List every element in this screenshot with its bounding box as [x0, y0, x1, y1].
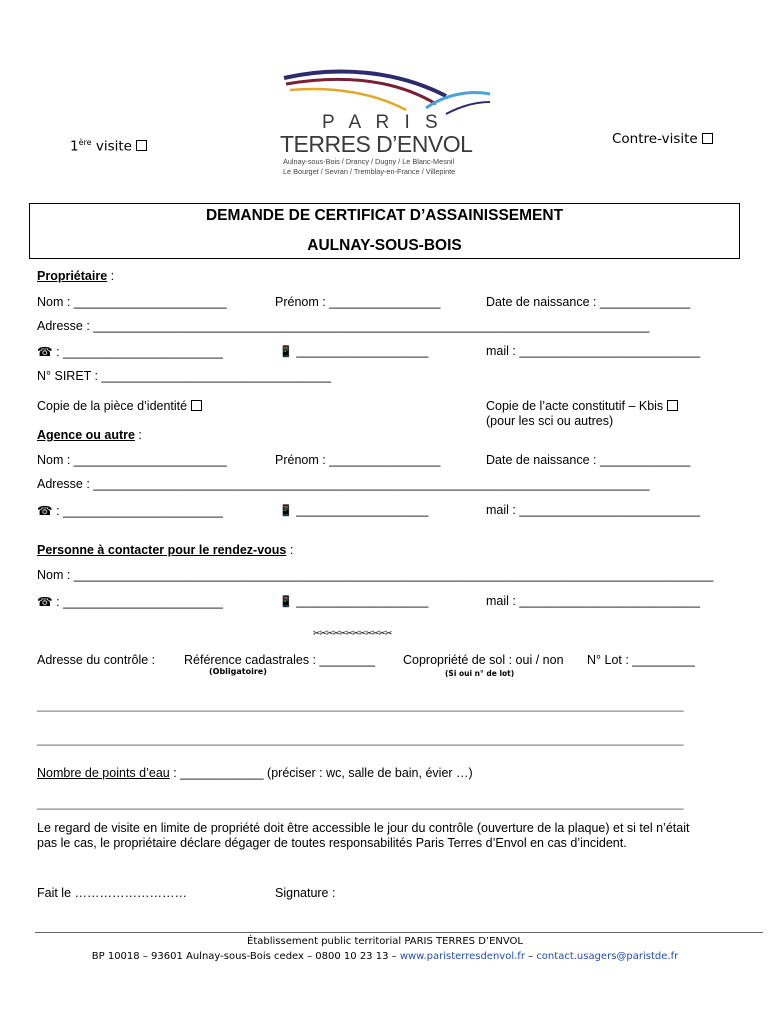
owner-phone-field[interactable]: ☎ : _______________________ — [37, 345, 223, 359]
first-visit-label: 1ère visite — [70, 138, 147, 155]
counter-visit-label: Contre-visite — [612, 131, 713, 147]
owner-mobile-field[interactable]: 📱 ___________________ — [279, 344, 429, 358]
contact-mobile-field[interactable]: 📱 ___________________ — [279, 594, 429, 608]
owner-kbis-note: (pour les sci ou autres) — [486, 414, 614, 428]
owner-prenom-field[interactable]: Prénom : ________________ — [275, 295, 441, 309]
counter-visit-checkbox[interactable] — [702, 133, 713, 144]
owner-address-field[interactable]: Adresse : ________________________________________________________________________________ — [37, 319, 650, 333]
owner-kbis: Copie de l’acte constitutif – Kbis — [486, 399, 678, 413]
title-box — [29, 203, 740, 259]
agency-mail-field[interactable]: mail : __________________________ — [486, 503, 701, 517]
agency-mobile-field[interactable]: 📱 ___________________ — [279, 503, 429, 517]
logo-terres-denvol: TERRES D’ENVOL — [280, 131, 473, 157]
control-address-line-2[interactable]: _____________________________________________________________________________________________ — [37, 732, 684, 746]
title-line-1: DEMANDE DE CERTIFICAT D’ASSAINISSEMENT — [205, 207, 564, 224]
mobile-phone-icon: 📱 — [279, 596, 293, 608]
mobile-phone-icon: 📱 — [279, 346, 293, 358]
contact-phone-field[interactable]: ☎ : _______________________ — [37, 595, 223, 609]
footer-line-2: BP 10018 – 93601 Aulnay-sous-Bois cedex – 0800 10 23 13 – www.paristerresdenvol.fr – contact.usagers@paristde.fr — [91, 951, 679, 962]
notice-line-1: Le regard de visite en limite de propriété doit être accessible le jour du contrôle (ouverture de la plaque) et si tel n’était — [37, 821, 690, 835]
agency-nom-field[interactable]: Nom : ______________________ — [37, 453, 227, 467]
owner-heading: Propriétaire : — [37, 269, 115, 283]
logo-towns-2: Le Bourget / Sevran / Tremblay-en-France / Villepinte — [283, 167, 456, 176]
mobile-phone-icon: 📱 — [279, 505, 293, 517]
footer-divider — [35, 932, 763, 933]
paris-terres-denvol-logo — [276, 68, 496, 180]
notice-line-2: pas le cas, le propriétaire déclare dégager de toutes responsabilités Paris Terres d’Envol en cas d’incident. — [37, 836, 627, 850]
id-copy-checkbox[interactable] — [191, 400, 202, 411]
control-address-line-1[interactable]: _____________________________________________________________________________________________ — [37, 698, 684, 712]
coproperty-field[interactable]: Copropriété de sol : oui / non — [403, 653, 564, 667]
logo-towns-1: Aulnay-sous-Bois / Drancy / Dugny / Le Blanc-Mesnil — [283, 157, 455, 166]
website-link[interactable]: www.paristerresdenvol.fr — [399, 951, 525, 962]
cadastral-reference-field[interactable]: Référence cadastrales : ________ — [184, 653, 376, 667]
logo-paris: P A R I S — [322, 112, 443, 133]
agency-phone-field[interactable]: ☎ : _______________________ — [37, 504, 223, 518]
kbis-checkbox[interactable] — [667, 400, 678, 411]
signature-field[interactable]: Signature : — [275, 886, 336, 900]
agency-birth-field[interactable]: Date de naissance : _____________ — [486, 453, 691, 467]
telephone-icon: ☎ — [37, 504, 53, 518]
agency-prenom-field[interactable]: Prénom : ________________ — [275, 453, 441, 467]
owner-siret-field[interactable]: N° SIRET : _________________________________ — [37, 369, 331, 383]
owner-id-copy: Copie de la pièce d’identité — [37, 399, 202, 413]
first-visit-checkbox[interactable] — [136, 140, 147, 151]
control-address-label: Adresse du contrôle : — [37, 653, 156, 667]
telephone-icon: ☎ — [37, 595, 53, 609]
lot-number-field[interactable]: N° Lot : _________ — [587, 653, 695, 667]
date-field[interactable]: Fait le ……………………… — [37, 886, 188, 900]
agency-heading: Agence ou autre : — [37, 428, 142, 442]
owner-birth-field[interactable]: Date de naissance : _____________ — [486, 295, 691, 309]
telephone-icon: ☎ — [37, 345, 53, 359]
water-points-line[interactable]: _____________________________________________________________________________________________ — [37, 796, 684, 810]
title-line-2: AULNAY-SOUS-BOIS — [307, 237, 462, 254]
owner-mail-field[interactable]: mail : __________________________ — [486, 344, 701, 358]
owner-nom-field[interactable]: Nom : ______________________ — [37, 295, 227, 309]
decorative-separator: ✂✂✂✂✂✂✂✂✂✂✂✂ — [313, 628, 392, 638]
contact-heading: Personne à contacter pour le rendez-vous : — [37, 543, 294, 557]
cadastral-mandatory-note: (Obligatoire) — [209, 667, 267, 676]
water-points-field[interactable]: Nombre de points d’eau : ____________ (préciser : wc, salle de bain, évier …) — [37, 766, 473, 780]
contact-mail-field[interactable]: mail : __________________________ — [486, 594, 701, 608]
email-link[interactable]: contact.usagers@paristde.fr — [536, 951, 679, 962]
agency-address-field[interactable]: Adresse : ________________________________________________________________________________ — [37, 477, 650, 491]
footer-line-1: Établissement public territorial PARIS TERRES D’ENVOL — [247, 936, 523, 947]
lot-note: (Si oui n° de lot) — [445, 669, 515, 678]
contact-nom-field[interactable]: Nom : ____________________________________________________________________________________________ — [37, 568, 714, 582]
